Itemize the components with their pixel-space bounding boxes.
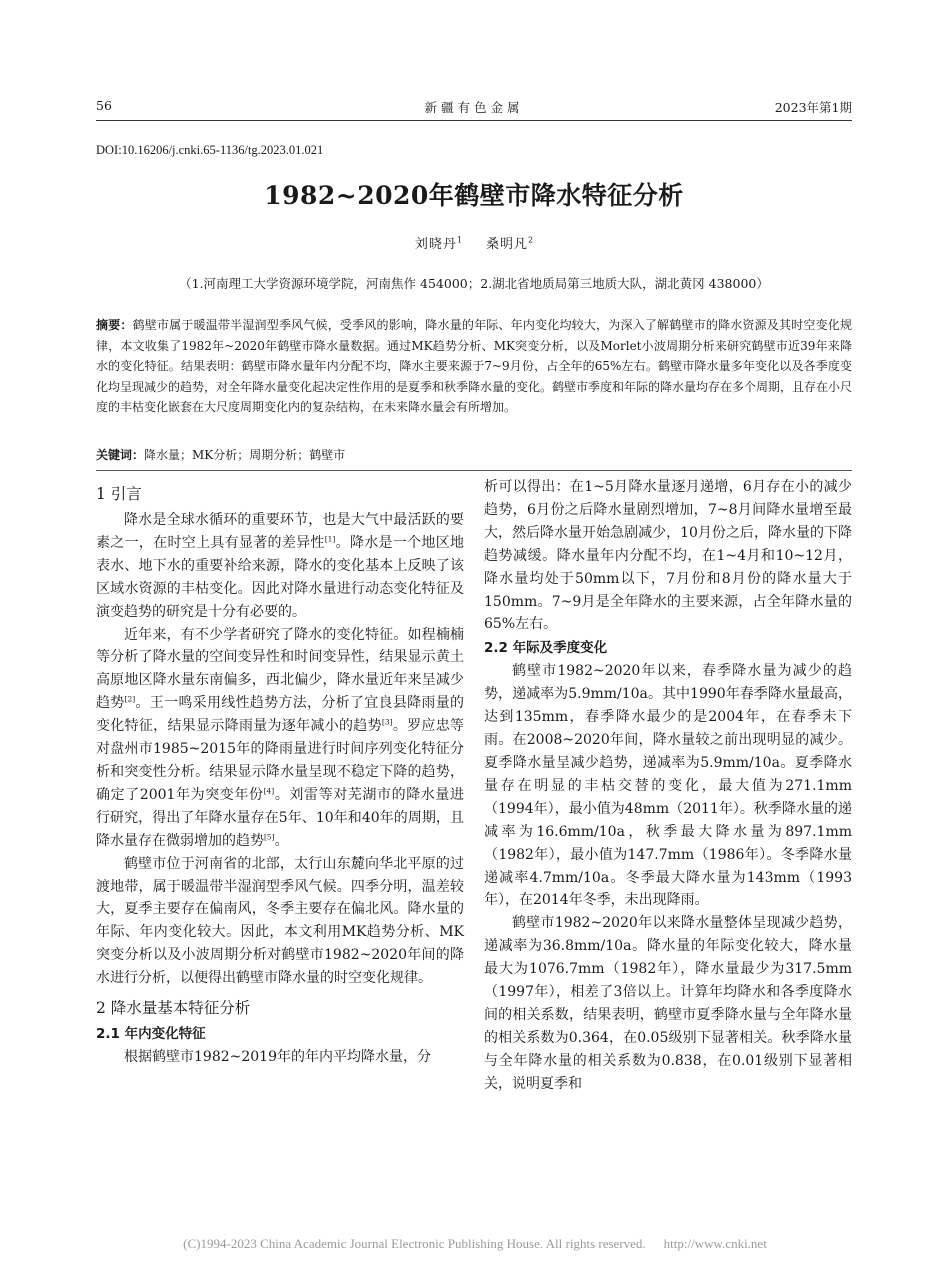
paper-title: 1982~2020年鹤壁市降水特征分析: [264, 181, 684, 210]
abstract: [96, 315, 852, 418]
right-column: [484, 476, 852, 1096]
body-paragraph: 鹤壁市1982~2020年以来，春季降水量为减少的趋势，递减率为5.9mm/10a。其中1990年春季降水量最高，达到135mm，春季降水最少的是2004年，在春季未下雨。在2008~2020年间，降水量较之前出现明显的减少。夏季降水量呈减少趋势，递减率为5.9mm/10a。夏季降水量存在明显的丰枯交替的变化，最大值为271.1mm（1994年），最小值为48mm（2011年）。秋季降水量的递减率为16.6mm/10a，秋季最大降水量为897.1mm（1982年），最小值为147.7mm（1986年）。冬季降水量递减率4.7mm/10a。冬季最大降水量为143mm（1993年），在2014年冬季，未出现降雨。: [484, 663, 852, 909]
abstract-label: 摘要：: [96, 318, 133, 332]
keywords: [96, 446, 852, 463]
citation-ref[interactable]: [3]: [381, 717, 393, 727]
subsection-heading-interannual: 2.2 年际及季度变化: [484, 640, 608, 657]
section-heading-basic-analysis: 2 降水量基本特征分析: [96, 999, 251, 1018]
citation-ref[interactable]: [4]: [263, 786, 275, 796]
page-number: 56: [96, 98, 112, 113]
header-divider: [96, 120, 852, 121]
journal-name: 新疆有色金属: [424, 100, 524, 115]
subsection-heading-intra-annual: 2.1 年内变化特征: [96, 1026, 206, 1043]
author-name: 刘晓丹: [414, 237, 457, 252]
abstract-text: 鹤壁市属于暖温带半湿润型季风气候，受季风的影响，降水量的年际、年内变化均较大，为深入了解鹤壁市的降水资源及其时空变化规律，本文收集了1982年~2020年鹤壁市降水量数据。通过MK趋势分析、MK突变分析，以及Morlet小波周期分析来研究鹤壁市近39年来降水的变化特征。结果表明：鹤壁市降水量年内分配不均，降水主要来源于7~9月份，占全年的65%左右。鹤壁市降水量多年变化以及各季度变化均呈现减少的趋势，对全年降水量变化起决定性作用的是夏季和秋季降水量的变化。鹤壁市季度和年际的降水量均存在多个周期，且存在小尺度的丰枯变化嵌套在大尺度周期变化内的复杂结构，在未来降水量会有所增加。: [96, 318, 853, 415]
section-heading-introduction: 1 引言: [96, 485, 142, 503]
body-paragraph: 降水是全球水循环的重要环节，也是大气中最活跃的要素之一，在时空上具有显著的差异性[1]。降水是一个地区地表水、地下水的重要补给来源，降水的变化基本上反映了该区域水资源的丰枯变化。因此对降水量进行动态变化特征及演变趋势的研究是十分有必要的。: [96, 512, 465, 620]
keywords-label: 关键词：: [96, 448, 145, 462]
doi-line[interactable]: DOI:10.16206/j.cnki.65-1136/tg.2023.01.021: [96, 143, 324, 157]
affiliations: （1.河南理工大学资源环境学院，河南焦作 454000；2.湖北省地质局第三地质大队，湖北黄冈 438000）: [179, 276, 769, 291]
keywords-text: 降水量；MK分析；周期分析；鹤壁市: [144, 448, 346, 462]
author-affiliation-mark: 2: [528, 235, 534, 245]
body-paragraph: 鹤壁市1982~2020年以来降水量整体呈现减少趋势，递减率为36.8mm/10a。降水量的年际变化较大，降水量最大为1076.7mm（1982年），降水量最少为317.5mm（1997年），相差了3倍以上。计算年均降水和各季度降水间的相关系数，结果表明，鹤壁市夏季降水量与全年降水量的相关系数为0.364，在0.05级别下显著相关。秋季降水量与全年降水量的相关系数为0.838，在0.01级别下显著相关，说明夏季和: [484, 915, 852, 1092]
citation-ref[interactable]: [5]: [264, 832, 275, 842]
citation-ref[interactable]: [1]: [324, 534, 336, 544]
body-paragraph: 鹤壁市位于河南省的北部，太行山东麓向华北平原的过渡地带，属于暖温带半湿润型季风气候。四季分明，温差较大，夏季主要存在偏南风，冬季主要存在偏北风。降水量的年际、年内变化较大。因此，本文利用MK趋势分析、MK突变分析以及小波周期分析对鹤壁市1982~2020年间的降水进行分析，以便得出鹤壁市降水量的时空变化规律。: [96, 855, 464, 987]
left-column: [96, 476, 464, 1069]
running-header: [96, 98, 852, 118]
copyright-text: (C)1994-2023 China Academic Journal Electronic Publishing House. All rights reserved.: [183, 1236, 646, 1251]
author-list: [96, 233, 852, 252]
copyright-footer: [0, 1236, 950, 1252]
journal-issue: 2023年第1期: [774, 100, 852, 115]
body-paragraph: 析可以得出：在1~5月降水量逐月递增，6月存在小的减少趋势，6月份之后降水量剧烈增加，7~8月间降水量增至最大，然后降水量开始急剧减少，10月份之后，降水量的下降趋势减缓。降水量年内分配不均，在1~4月和10~12月，降水量均处于50mm以下，7月份和8月份的降水量大于150mm。7~9月是全年降水的主要来源，占全年降水量的65%左右。: [484, 479, 852, 633]
author-name: 桑明凡: [486, 237, 529, 252]
cnki-link[interactable]: http://www.cnki.net: [663, 1236, 767, 1251]
citation-ref[interactable]: [2]: [124, 694, 136, 704]
keywords-divider: [96, 470, 852, 471]
author-affiliation-mark: 1: [456, 235, 462, 245]
body-paragraph: 近年来，有不少学者研究了降水的变化特征。如程楠楠等分析了降水量的空间变异性和时间变异性，结果显示黄土高原地区降水量东南偏多，西北偏少，降水量近年来呈减少趋势[2]。王一鸣采用线性趋势方法，分析了宜良县降雨量的变化特征，结果显示降雨量为逐年减小的趋势[3]。罗应忠等对盘州市1985~2015年的降雨量进行时间序列变化特征分析和突变性分析。结果显示降水量呈现不稳定下降的趋势，确定了2001年为突变年份[4]。刘雷等对芜湖市的降水量进行研究，得出了年降水量存在5年、10年和40年的周期，且降水量存在微弱增加的趋势[5]。: [96, 626, 465, 849]
body-paragraph: 根据鹤壁市1982~2019年的年内平均降水量，分: [124, 1049, 431, 1066]
